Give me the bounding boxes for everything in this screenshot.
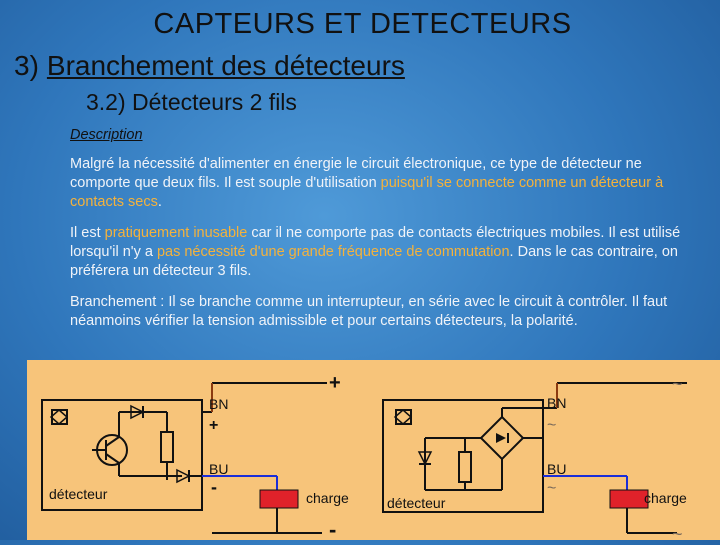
detector-face-icon (395, 410, 411, 424)
ac-circuit (383, 374, 687, 540)
dc-load-label: charge (306, 490, 349, 506)
ac-load-label: charge (644, 490, 687, 506)
p1-text: Malgré la nécessité d'alimenter en énergie le circuit électronique, ce type de détecteur ne comporte que deux fils. Il est souple d'utilisation (70, 156, 642, 191)
ac-inner-tilde-2: ~ (547, 480, 557, 497)
section-heading (14, 50, 405, 82)
dc-minus-sign: - (329, 517, 337, 540)
dc-circuit (42, 372, 349, 540)
ac-bottom-tilde: ~ (672, 524, 683, 540)
dc-bu-label: BU (209, 461, 229, 477)
dc-detector-label: détecteur (49, 486, 108, 502)
paragraph-2 (70, 224, 706, 281)
ac-inner-tilde-1: ~ (547, 417, 557, 434)
zener-diode-icon (119, 406, 167, 418)
description-label: Description (70, 127, 143, 143)
p2-text-b: car il ne comporte pas de contacts électriques mobiles. Il est utilisé lorsqu'il n'y a (70, 225, 681, 260)
slide-title: CAPTEURS ET DETECTEURS (153, 8, 572, 40)
ac-bu-label: BU (547, 461, 567, 477)
p2-text-a: Il est (70, 225, 105, 241)
paragraph-3: Branchement : Il se branche comme un interrupteur, en série avec le circuit à contrôler. Il faut néanmoins vérifier la tension admissible et pour certains détecteurs, la polarité. (70, 294, 668, 329)
dc-inner-minus: - (211, 477, 217, 497)
ac-top-tilde: ~ (672, 374, 683, 394)
ac-detector-label: détecteur (387, 495, 446, 511)
p2-highlight-1: pratiquement inusable (104, 225, 248, 241)
body-text (70, 126, 706, 343)
diode-icon (119, 470, 202, 482)
dc-inner-plus: + (209, 417, 219, 434)
p1-highlight: puisqu'il se connecte comme un détecteur à contacts secs (70, 175, 664, 210)
ac-bn-label: BN (547, 395, 567, 411)
transistor-icon (92, 412, 127, 476)
subsection-heading: 3.2) Détecteurs 2 fils (86, 89, 297, 115)
section-number: 3) (14, 50, 39, 81)
p1-end: . (157, 194, 162, 210)
resistor-icon (161, 412, 173, 480)
dc-bn-label: BN (209, 396, 229, 412)
paragraph-1 (70, 155, 706, 212)
bridge-rectifier-icon (481, 417, 523, 459)
wiring-diagram-svg (27, 360, 720, 540)
dc-plus-sign: + (329, 372, 341, 394)
p2-text-c: . Dans le cas contraire, on préférera un détecteur 3 fils. (70, 244, 678, 279)
ac-load (610, 490, 648, 508)
wiring-diagram (27, 360, 720, 540)
resistor-icon (459, 438, 471, 490)
detector-face-icon (51, 410, 67, 424)
section-label: Branchement des détecteurs (46, 50, 405, 81)
dc-load (260, 490, 298, 508)
p2-highlight-2: pas nécessité d'une grande fréquence de commutation (156, 244, 510, 260)
